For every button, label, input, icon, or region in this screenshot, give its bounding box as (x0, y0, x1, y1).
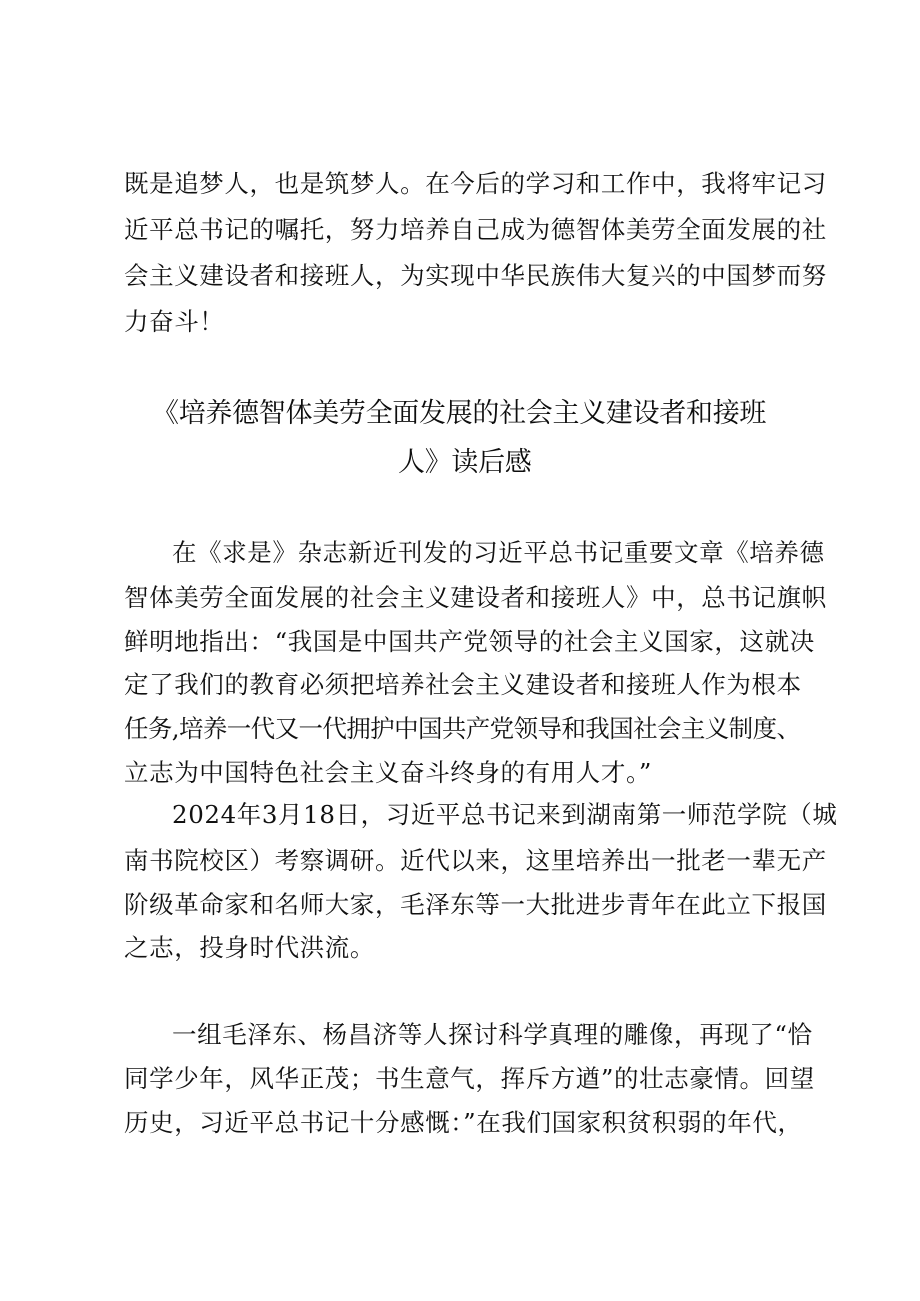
paragraph-2-line: 2024年3月18日，习近平总书记来到湖南第一师范学院（城 (172, 800, 838, 829)
top-paragraph-line: 会主义建设者和接班人，为实现中华民族伟大复兴的中国梦而努 (124, 261, 827, 290)
paragraph-1-line: 鲜明地指出：“我国是中国共产党领导的社会主义国家，这就决 (124, 627, 815, 656)
paragraph-3-line: 一组毛泽东、杨昌济等人探讨科学真理的雕像，再现了“恰 (172, 1020, 813, 1049)
article-title-line-1: 《培养德智体美劳全面发展的社会主义建设者和接班 (152, 398, 767, 429)
paragraph-1-line: 智体美劳全面发展的社会主义建设者和接班人》中，总书记旗帜 (124, 583, 827, 612)
paragraph-2-line: 之志，投身时代洪流。 (124, 933, 375, 962)
paragraph-1-line: 立志为中国特色社会主义奋斗终身的有用人才。” (124, 758, 652, 787)
paragraph-3-line: 同学少年，风华正茂；书生意气，挥斥方遒”的壮志豪情。回望 (124, 1064, 815, 1093)
paragraph-2-line: 阶级革命家和名师大家，毛泽东等一大批进步青年在此立下报国 (124, 890, 827, 919)
paragraph-3-line: 历史，习近平总书记十分感慨：”在我们国家积贫积弱的年代， (124, 1108, 803, 1137)
paragraph-1-line: 定了我们的教育必须把培养社会主义建设者和接班人作为根本 (124, 670, 802, 699)
top-paragraph-line: 力奋斗！ (124, 307, 225, 336)
top-paragraph-line: 既是追梦人，也是筑梦人。在今后的学习和工作中，我将牢记习 (124, 169, 827, 198)
article-title-line-2: 人》读后感 (398, 447, 532, 478)
paragraph-1-line: 在《求是》杂志新近刊发的习近平总书记重要文章《培养德 (172, 538, 825, 567)
paragraph-1-line: 任务,培养一代又一代拥护中国共产党领导和我国社会主义制度、 (124, 714, 801, 743)
paragraph-2-line: 南书院校区）考察调研。近代以来，这里培养出一批老一辈无产 (124, 846, 827, 875)
top-paragraph-line: 近平总书记的嘱托，努力培养自己成为德智体美劳全面发展的社 (124, 215, 827, 244)
